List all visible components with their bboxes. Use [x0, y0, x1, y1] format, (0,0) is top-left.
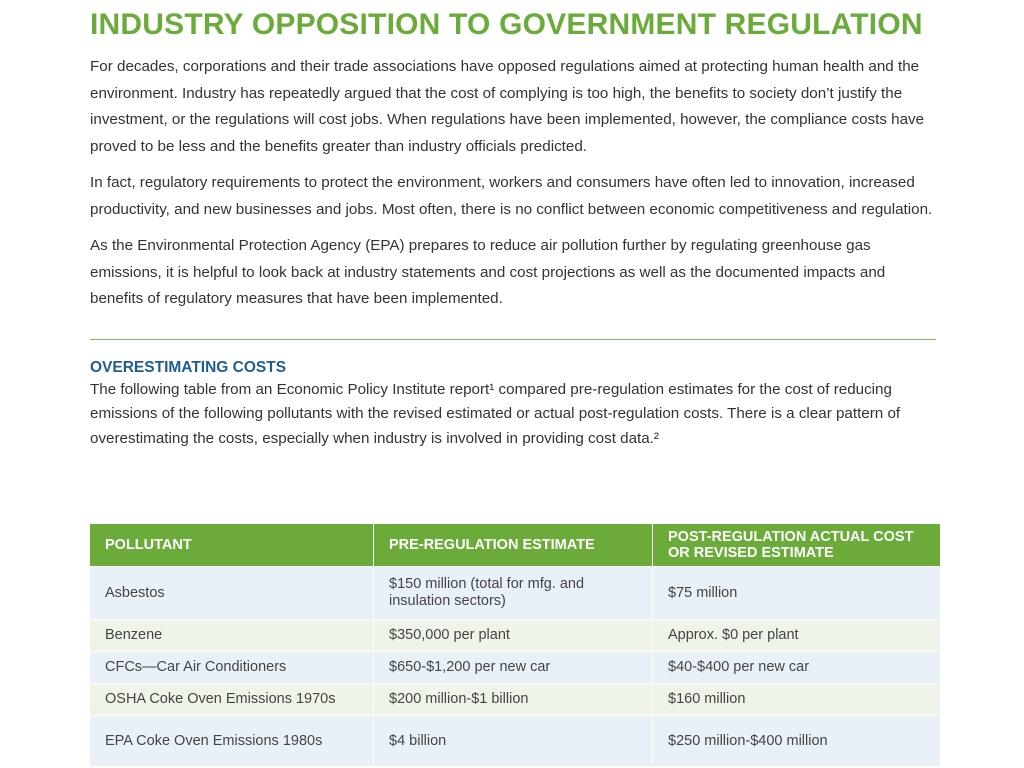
header-pre-regulation: PRE-REGULATION ESTIMATE	[374, 524, 653, 567]
table-row	[90, 684, 940, 716]
table-row	[90, 716, 940, 767]
cost-comparison-table	[90, 524, 940, 766]
pre-estimate-cell: $200 million-$1 billion	[374, 684, 653, 716]
table-header-row	[90, 524, 940, 567]
header-post-regulation: POST-REGULATION ACTUAL COST OR REVISED ESTIMATE	[653, 524, 941, 567]
intro-paragraph-3: As the Environmental Protection Agency (EPA) prepares to reduce air pollution further by regulating greenhouse gas emissions, it is helpful to look back at industry statements and cost projections as well as the documented impacts and benefits of regulatory measures that have been implemented.	[90, 237, 886, 307]
pollutant-cell: OSHA Coke Oven Emissions 1970s	[90, 684, 374, 716]
intro-paragraph-1: For decades, corporations and their trade associations have opposed regulations aimed at protecting human health and the environment. Industry has repeatedly argued that the cost of complying is too high, the benefits to society don’t justify the investment, or the regulations will cost jobs. When regulations have been implemented, however, the compliance costs have proved to be less and the benefits greater than industry officials predicted.	[90, 58, 925, 155]
pre-estimate-cell: $650-$1,200 per new car	[374, 652, 653, 684]
post-cost-cell: $160 million	[653, 684, 941, 716]
pre-estimate-cell: $150 million (total for mfg. and insulation sectors)	[374, 567, 653, 620]
pollutant-cell: CFCs—Car Air Conditioners	[90, 652, 374, 684]
pollutant-cell: Asbestos	[90, 567, 374, 620]
table-row	[90, 567, 940, 620]
section-heading: OVERESTIMATING COSTS	[90, 358, 287, 376]
intro-paragraph-2: In fact, regulatory requirements to protect the environment, workers and consumers have often led to innovation, increased productivity, and new businesses and jobs. Most often, there is no conflict between economic competitiveness and regulation.	[90, 174, 933, 218]
section-intro: The following table from an Economic Policy Institute report¹ compared pre-regulation estimates for the cost of reducing emissions of the following pollutants with the revised estimated or actual post-regulation costs. There is a clear pattern of overestimating the costs, especially when industry is involved in providing cost data.²	[90, 380, 901, 447]
table-row	[90, 652, 940, 684]
post-cost-cell: $75 million	[653, 567, 941, 620]
header-pollutant: POLLUTANT	[90, 524, 374, 567]
pre-estimate-cell: $4 billion	[374, 716, 653, 767]
pre-estimate-cell: $350,000 per plant	[374, 620, 653, 652]
section-divider	[90, 339, 936, 340]
post-cost-cell: $250 million-$400 million	[653, 716, 941, 767]
table-row	[90, 620, 940, 652]
page-title: INDUSTRY OPPOSITION TO GOVERNMENT REGULATION	[90, 8, 923, 41]
pollutant-cell: Benzene	[90, 620, 374, 652]
document-page	[90, 0, 940, 451]
post-cost-cell: Approx. $0 per plant	[653, 620, 941, 652]
pollutant-cell: EPA Coke Oven Emissions 1980s	[90, 716, 374, 767]
post-cost-cell: $40-$400 per new car	[653, 652, 941, 684]
